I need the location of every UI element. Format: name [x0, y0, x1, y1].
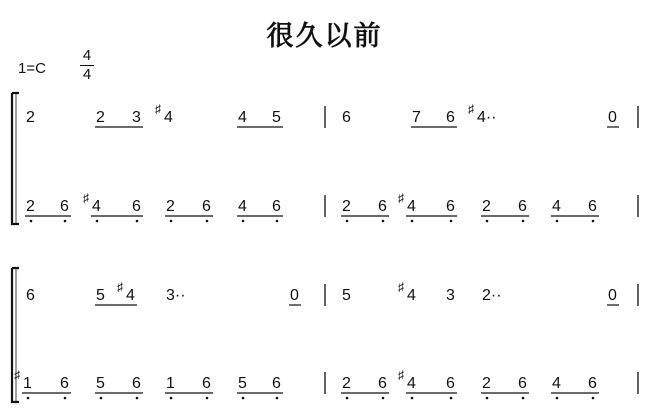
- low-octave-dot: [592, 397, 595, 400]
- sharp-accidental: ♯: [117, 280, 123, 294]
- sharp-accidental: ♯: [398, 280, 404, 294]
- low-octave-dot: [346, 397, 349, 400]
- sharp-accidental: ♯: [83, 191, 89, 205]
- note: 4: [238, 198, 247, 215]
- low-octave-dot: [30, 220, 33, 223]
- note: 6: [588, 375, 597, 392]
- low-octave-dot: [556, 220, 559, 223]
- note: 6: [518, 198, 527, 215]
- low-octave-dot: [136, 220, 139, 223]
- note: 2: [482, 375, 491, 392]
- sharp-accidental: ♯: [14, 368, 20, 382]
- low-octave-dot: [206, 397, 209, 400]
- note: 2: [26, 198, 35, 215]
- note: 6: [446, 198, 455, 215]
- note: 2: [26, 109, 35, 126]
- note: 5: [96, 287, 105, 304]
- note: 6: [342, 109, 351, 126]
- note: 6: [272, 198, 281, 215]
- note: 6: [378, 198, 387, 215]
- low-octave-dot: [242, 397, 245, 400]
- low-octave-dot: [522, 220, 525, 223]
- note: 6: [60, 198, 69, 215]
- time-signature-bottom: 4: [82, 66, 92, 83]
- note: 6: [202, 375, 211, 392]
- note: 2: [166, 198, 175, 215]
- low-octave-dot: [486, 220, 489, 223]
- sharp-accidental: ♯: [398, 191, 404, 205]
- note: 0: [290, 287, 299, 304]
- note: 5: [96, 375, 105, 392]
- key-signature: 1=C: [18, 60, 46, 77]
- low-octave-dot: [522, 397, 525, 400]
- sharp-accidental: ♯: [155, 102, 161, 116]
- note: 4··: [477, 109, 497, 126]
- low-octave-dot: [96, 220, 99, 223]
- note: 6: [518, 375, 527, 392]
- note: 1: [23, 375, 32, 392]
- note: 2··: [482, 287, 502, 304]
- low-octave-dot: [100, 397, 103, 400]
- low-octave-dot: [170, 397, 173, 400]
- low-octave-dot: [170, 220, 173, 223]
- sharp-accidental: ♯: [398, 368, 404, 382]
- note: 4: [407, 287, 416, 304]
- low-octave-dot: [206, 220, 209, 223]
- note: 2: [96, 109, 105, 126]
- note: 5: [342, 287, 351, 304]
- low-octave-dot: [592, 220, 595, 223]
- sharp-accidental: ♯: [468, 102, 474, 116]
- low-octave-dot: [411, 220, 414, 223]
- note: 6: [60, 375, 69, 392]
- note: 6: [202, 198, 211, 215]
- system-brace: [12, 93, 19, 224]
- note: 4: [552, 375, 561, 392]
- low-octave-dot: [64, 397, 67, 400]
- note: 3: [132, 109, 141, 126]
- note: 4: [407, 198, 416, 215]
- low-octave-dot: [382, 220, 385, 223]
- note: 6: [132, 375, 141, 392]
- low-octave-dot: [276, 220, 279, 223]
- time-signature-top: 4: [82, 47, 92, 64]
- note: 1: [166, 375, 175, 392]
- note: 0: [608, 109, 617, 126]
- note: 4: [552, 198, 561, 215]
- note: 4: [407, 375, 416, 392]
- low-octave-dot: [556, 397, 559, 400]
- note: 4: [164, 109, 173, 126]
- note: 7: [412, 109, 421, 126]
- low-octave-dot: [136, 397, 139, 400]
- note: 6: [26, 287, 35, 304]
- low-octave-dot: [411, 397, 414, 400]
- note: 4: [92, 198, 101, 215]
- low-octave-dot: [27, 397, 30, 400]
- low-octave-dot: [382, 397, 385, 400]
- low-octave-dot: [346, 220, 349, 223]
- low-octave-dot: [450, 397, 453, 400]
- note: 4: [126, 287, 135, 304]
- note: 6: [446, 375, 455, 392]
- note: 6: [272, 375, 281, 392]
- low-octave-dot: [276, 397, 279, 400]
- note: 2: [342, 375, 351, 392]
- low-octave-dot: [242, 220, 245, 223]
- low-octave-dot: [64, 220, 67, 223]
- note: 4: [238, 109, 247, 126]
- note: 3··: [166, 287, 186, 304]
- note: 6: [378, 375, 387, 392]
- note: 2: [482, 198, 491, 215]
- note: 0: [608, 287, 617, 304]
- note: 3: [446, 287, 455, 304]
- low-octave-dot: [450, 220, 453, 223]
- note: 6: [446, 109, 455, 126]
- song-title: 很久以前: [266, 21, 383, 52]
- note: 6: [588, 198, 597, 215]
- low-octave-dot: [486, 397, 489, 400]
- note: 5: [272, 109, 281, 126]
- note: 2: [342, 198, 351, 215]
- note: 5: [238, 375, 247, 392]
- note: 6: [132, 198, 141, 215]
